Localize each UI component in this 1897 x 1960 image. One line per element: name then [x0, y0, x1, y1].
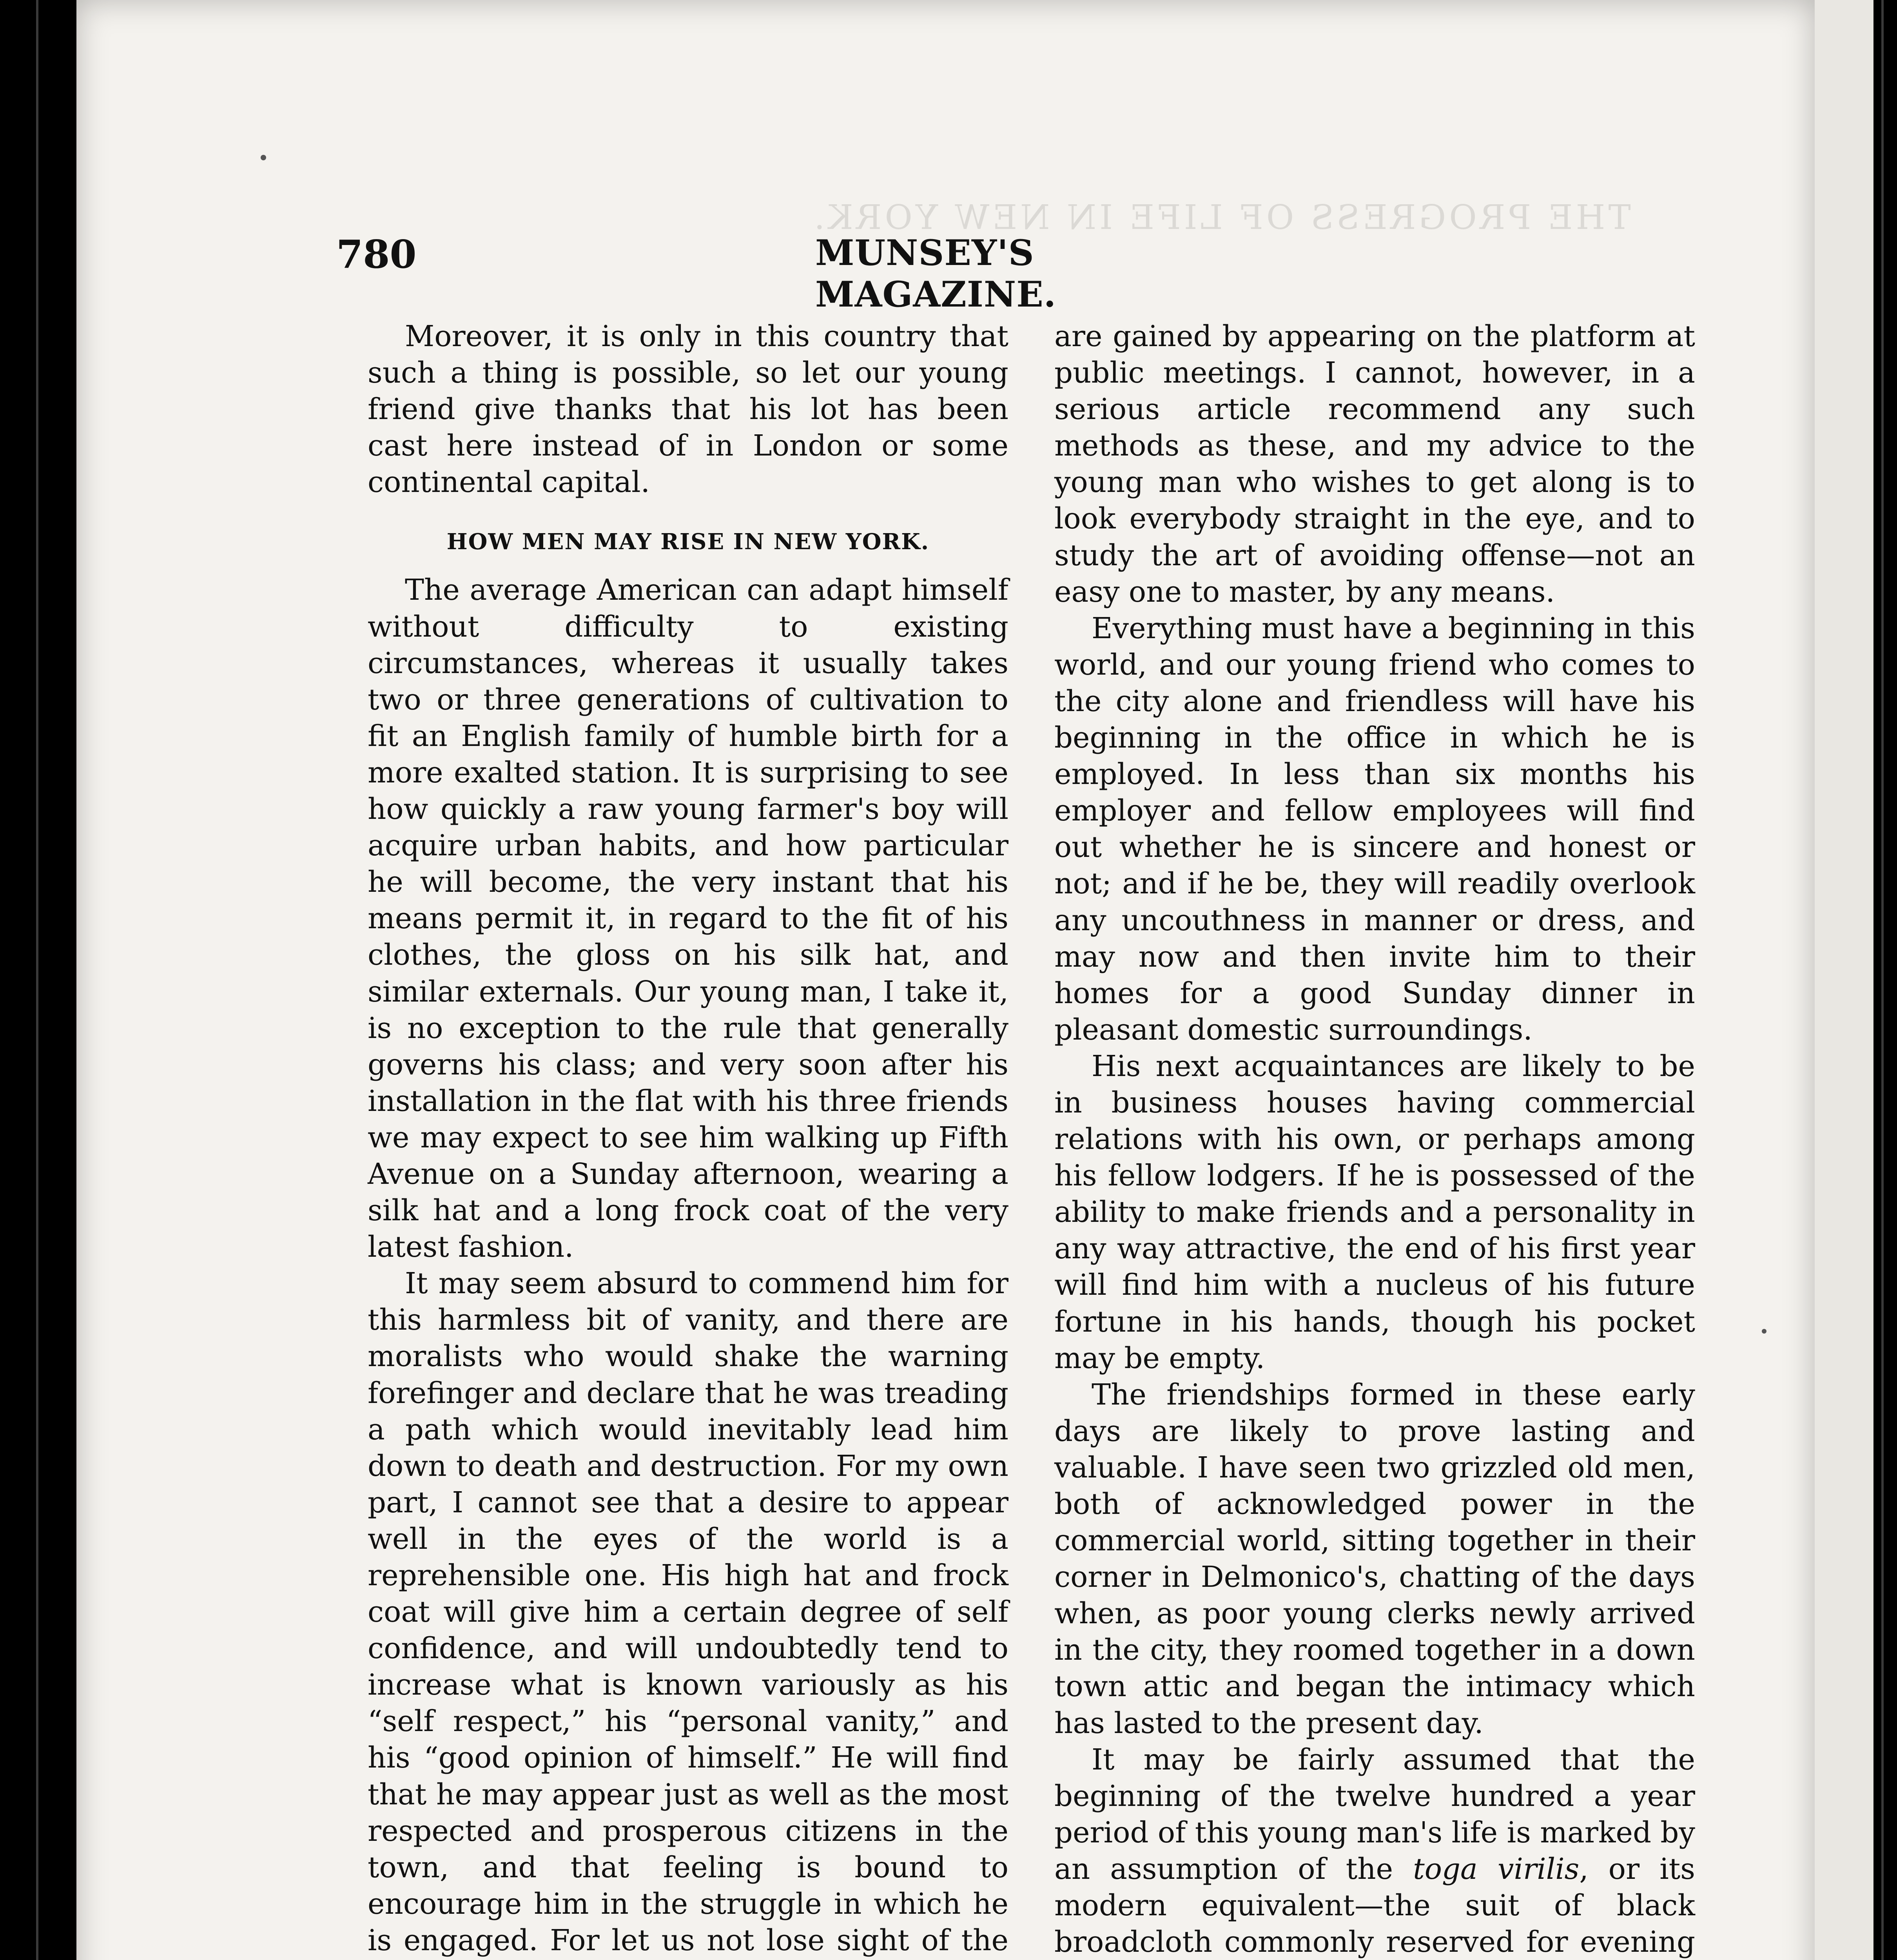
scan-speck	[261, 155, 266, 160]
column-right	[1054, 318, 1695, 1960]
paragraph	[1054, 1742, 1695, 1960]
paragraph: are gained by appearing on the platform at public meetings. I cannot, however, in a serious article recommend any such methods as these, and my advice to the young man who wishes to get along is to look everybody straight in the eye, and to study the art of avoiding offense—not an easy one to master, by any means.	[1054, 320, 1695, 609]
paragraph: The friendships formed in these early days are likely to prove lasting and valuable. I have seen two grizzled old men, both of acknowledged power in the commercial world, sitting together in their corner in Delmonico's, chatting of the days when, as poor young clerks newly arrived in the city, they roomed together in a down town attic and began the intimacy which has lasted to the present day.	[1054, 1378, 1695, 1740]
paragraph: Moreover, it is only in this country that such a thing is possible, so let our young friend give thanks that his lot has been cast here instead of in London or some continental capital.	[368, 320, 1008, 499]
scan-speck	[1762, 1329, 1766, 1334]
section-heading: HOW MEN MAY RISE IN NEW YORK.	[446, 529, 930, 555]
text-run: It may be fairly assumed that the beginning of the twelve hundred a year period of this young man's life is marked by an assumption of the	[1054, 1743, 1695, 1886]
paragraph: Everything must have a beginning in this world, and our young friend who comes to the city alone and friendless will have his beginning in the office in which he is employed. In less than six months his employer and fellow employees will find out whether he is sincere and honest or not; and if he be, they will readily overlook any uncouthness in manner or dress, and may now and then invite him to their homes for a good Sunday dinner in pleasant domestic surroundings.	[1054, 612, 1695, 1047]
scanner-frame-left	[36, 0, 38, 1960]
page-number: 780	[336, 232, 417, 277]
bleed-through-text: THE PROGRESS OF LIFE IN NEW YORK.	[811, 198, 1631, 237]
text-run: , or its modern equivalent—the suit of black broadcloth commonly reserved for evening	[1054, 1852, 1695, 1959]
running-head: MUNSEY'S MAGAZINE.	[815, 232, 1057, 315]
paragraph: It may seem absurd to commend him for this harmless bit of vanity, and there are moralists who would shake the warning forefinger and declare that he was treading a path which would inevitably lead him down to death and destruction. For my own part, I cannot see that a desire to appear well in the eyes of the world is a reprehensible one. His high hat and frock coat will give him a certain degree of self confidence, and will undoubtedly tend to increase what is known variously as his “self respect,” his “personal vanity,” and his “good opinion of himself.” He will find that he may appear just as well as the most respected and prosperous citizens in the town, and that feeling is bound to encourage him in the struggle in which he is engaged. For let us not lose sight of the	[368, 1267, 1008, 1957]
paragraph: The average American can adapt himself without difficulty to existing circumstances, whereas it usually takes two or three generations of cultivation to fit an English family of humble birth for a more exalted station. It is surprising to see how quickly a raw young farmer's boy will acquire urban habits, and how particular he will become, the very instant that his means permit it, in regard to the fit of his clothes, the gloss on his silk hat, and similar externals. Our young man, I take it, is no exception to the rule that generally governs his class; and very soon after his installation in the flat with his three friends we may expect to see him walking up Fifth Avenue on a Sunday afternoon, wearing a silk hat and a long frock coat of the very latest fashion.	[368, 573, 1008, 1264]
column-left	[368, 318, 1008, 1960]
paragraph: His next acquaintances are likely to be in business houses having commercial relations with his own, or perhaps among his fellow lodgers. If he is possessed of the ability to make friends and a personality in any way attractive, the end of his first year will find him with a nucleus of his future fortune in his hands, though his pocket may be empty.	[1054, 1049, 1695, 1375]
adjacent-page-edge	[1815, 0, 1873, 1960]
italic-term: toga virilis	[1413, 1852, 1580, 1886]
scanner-frame-right	[1881, 0, 1884, 1960]
